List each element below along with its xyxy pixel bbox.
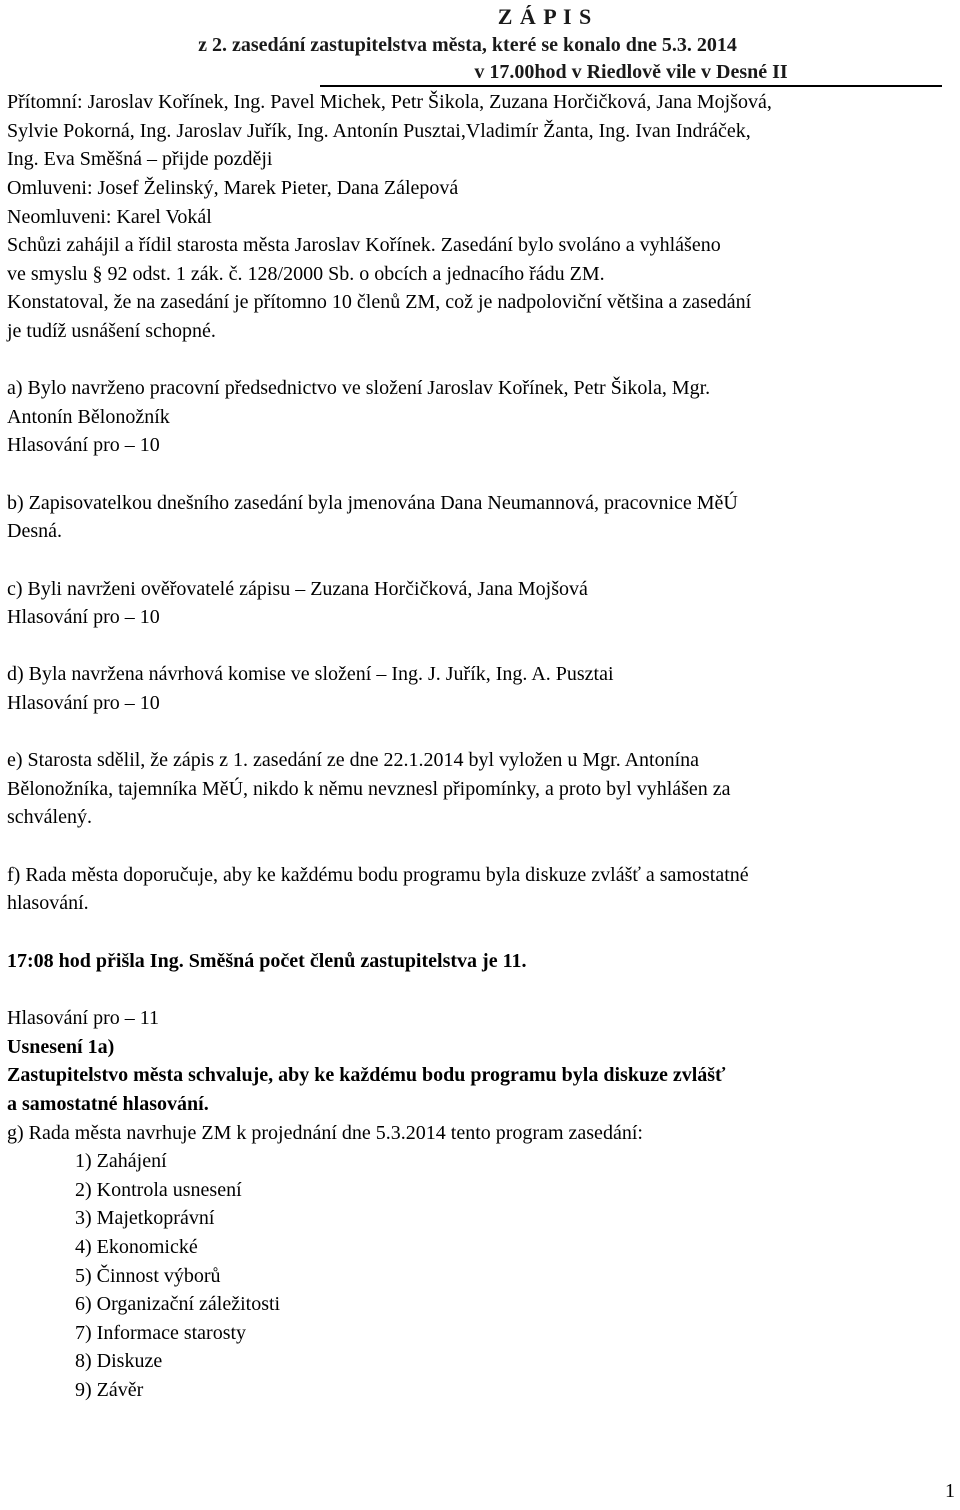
point-b-line-1: b) Zapisovatelkou dnešního zasedání byla jmenována Dana Neumannová, pracovnice MěÚ [7,492,738,514]
document-title: Z Á P I S [497,4,593,29]
attendance-line-2: Sylvie Pokorná, Ing. Jaroslav Juřík, Ing. Antonín Pusztai,Vladimír Žanta, Ing. Ivan Indráček, [7,120,751,142]
attendance-line-3: Ing. Eva Směšná – přijde později [7,148,273,170]
point-e-line-1: e) Starosta sdělil, že zápis z 1. zasedání ze dne 22.1.2014 byl vyložen u Mgr. Antonína [7,749,700,771]
program-item-2: 2) Kontrola usnesení [75,1179,242,1201]
document-time-place: v 17.00hod v Riedlově vile v Desné II [320,59,942,87]
program-item-9: 9) Závěr [75,1379,144,1401]
point-a-line-2: Antonín Bělonožník [7,406,170,428]
program-item-4: 4) Ekonomické [75,1236,198,1258]
point-a-vote: Hlasování pro – 10 [7,434,160,456]
attendance-line-1: Přítomní: Jaroslav Kořínek, Ing. Pavel Michek, Petr Šikola, Zuzana Horčičková, Jana Mojšová, [7,91,772,113]
program-item-1: 1) Zahájení [75,1150,167,1172]
point-f-line-2: hlasování. [7,892,89,914]
point-e-line-3: schválený. [7,806,92,828]
point-e-line-2: Bělonožníka, tajemníka MěÚ, nikdo k němu nevznesl připomínky, a proto byl vyhlášen za [7,778,731,800]
point-c-vote: Hlasování pro – 10 [7,606,160,628]
page-number: 1 [945,1480,955,1502]
opening-line-2: ve smyslu § 92 odst. 1 zák. č. 128/2000 Sb. o obcích a jednacího řádu ZM. [7,263,605,285]
excused-members: Omluveni: Josef Želinský, Marek Pieter, Dana Zálepová [7,177,459,199]
point-a-line-1: a) Bylo navrženo pracovní předsednictvo ve složení Jaroslav Kořínek, Petr Šikola, Mgr. [7,377,711,399]
opening-line-1: Schůzi zahájil a řídil starosta města Jaroslav Kořínek. Zasedání bylo svoláno a vyhlášeno [7,234,721,256]
opening-line-3: Konstatoval, že na zasedání je přítomno 10 členů ZM, což je nadpoloviční většina a zasedání [7,291,752,313]
point-b-line-2: Desná. [7,520,62,542]
point-c-line-1: c) Byli navrženi ověřovatelé zápisu – Zuzana Horčičková, Jana Mojšová [7,578,588,600]
resolution-title: Usnesení 1a) [7,1036,115,1058]
program-item-6: 6) Organizační záležitosti [75,1293,281,1315]
point-g-line-1: g) Rada města navrhuje ZM k projednání dne 5.3.2014 tento program zasedání: [7,1122,643,1144]
resolution-line-1: Zastupitelstvo města schvaluje, aby ke každému bodu programu byla diskuze zvlášť [7,1064,726,1086]
point-d-line-1: d) Byla navržena návrhová komise ve složení – Ing. J. Juřík, Ing. A. Pusztai [7,663,614,685]
point-f-vote: Hlasování pro – 11 [7,1007,160,1029]
program-item-3: 3) Majetkoprávní [75,1207,215,1229]
opening-line-4: je tudíž usnášení schopné. [7,320,216,342]
document-subtitle: z 2. zasedání zastupitelstva města, které se konalo dne 5.3. 2014 [198,34,737,56]
point-d-vote: Hlasování pro – 10 [7,692,160,714]
program-item-8: 8) Diskuze [75,1350,163,1372]
program-item-7: 7) Informace starosty [75,1322,247,1344]
arrival-note: 17:08 hod přišla Ing. Směšná počet členů zastupitelstva je 11. [7,950,527,972]
unexcused-members: Neomluveni: Karel Vokál [7,206,212,228]
point-f-line-1: f) Rada města doporučuje, aby ke každému bodu programu byla diskuze zvlášť a samostatné [7,864,749,886]
program-item-5: 5) Činnost výborů [75,1265,221,1287]
resolution-line-2: a samostatné hlasování. [7,1093,209,1115]
